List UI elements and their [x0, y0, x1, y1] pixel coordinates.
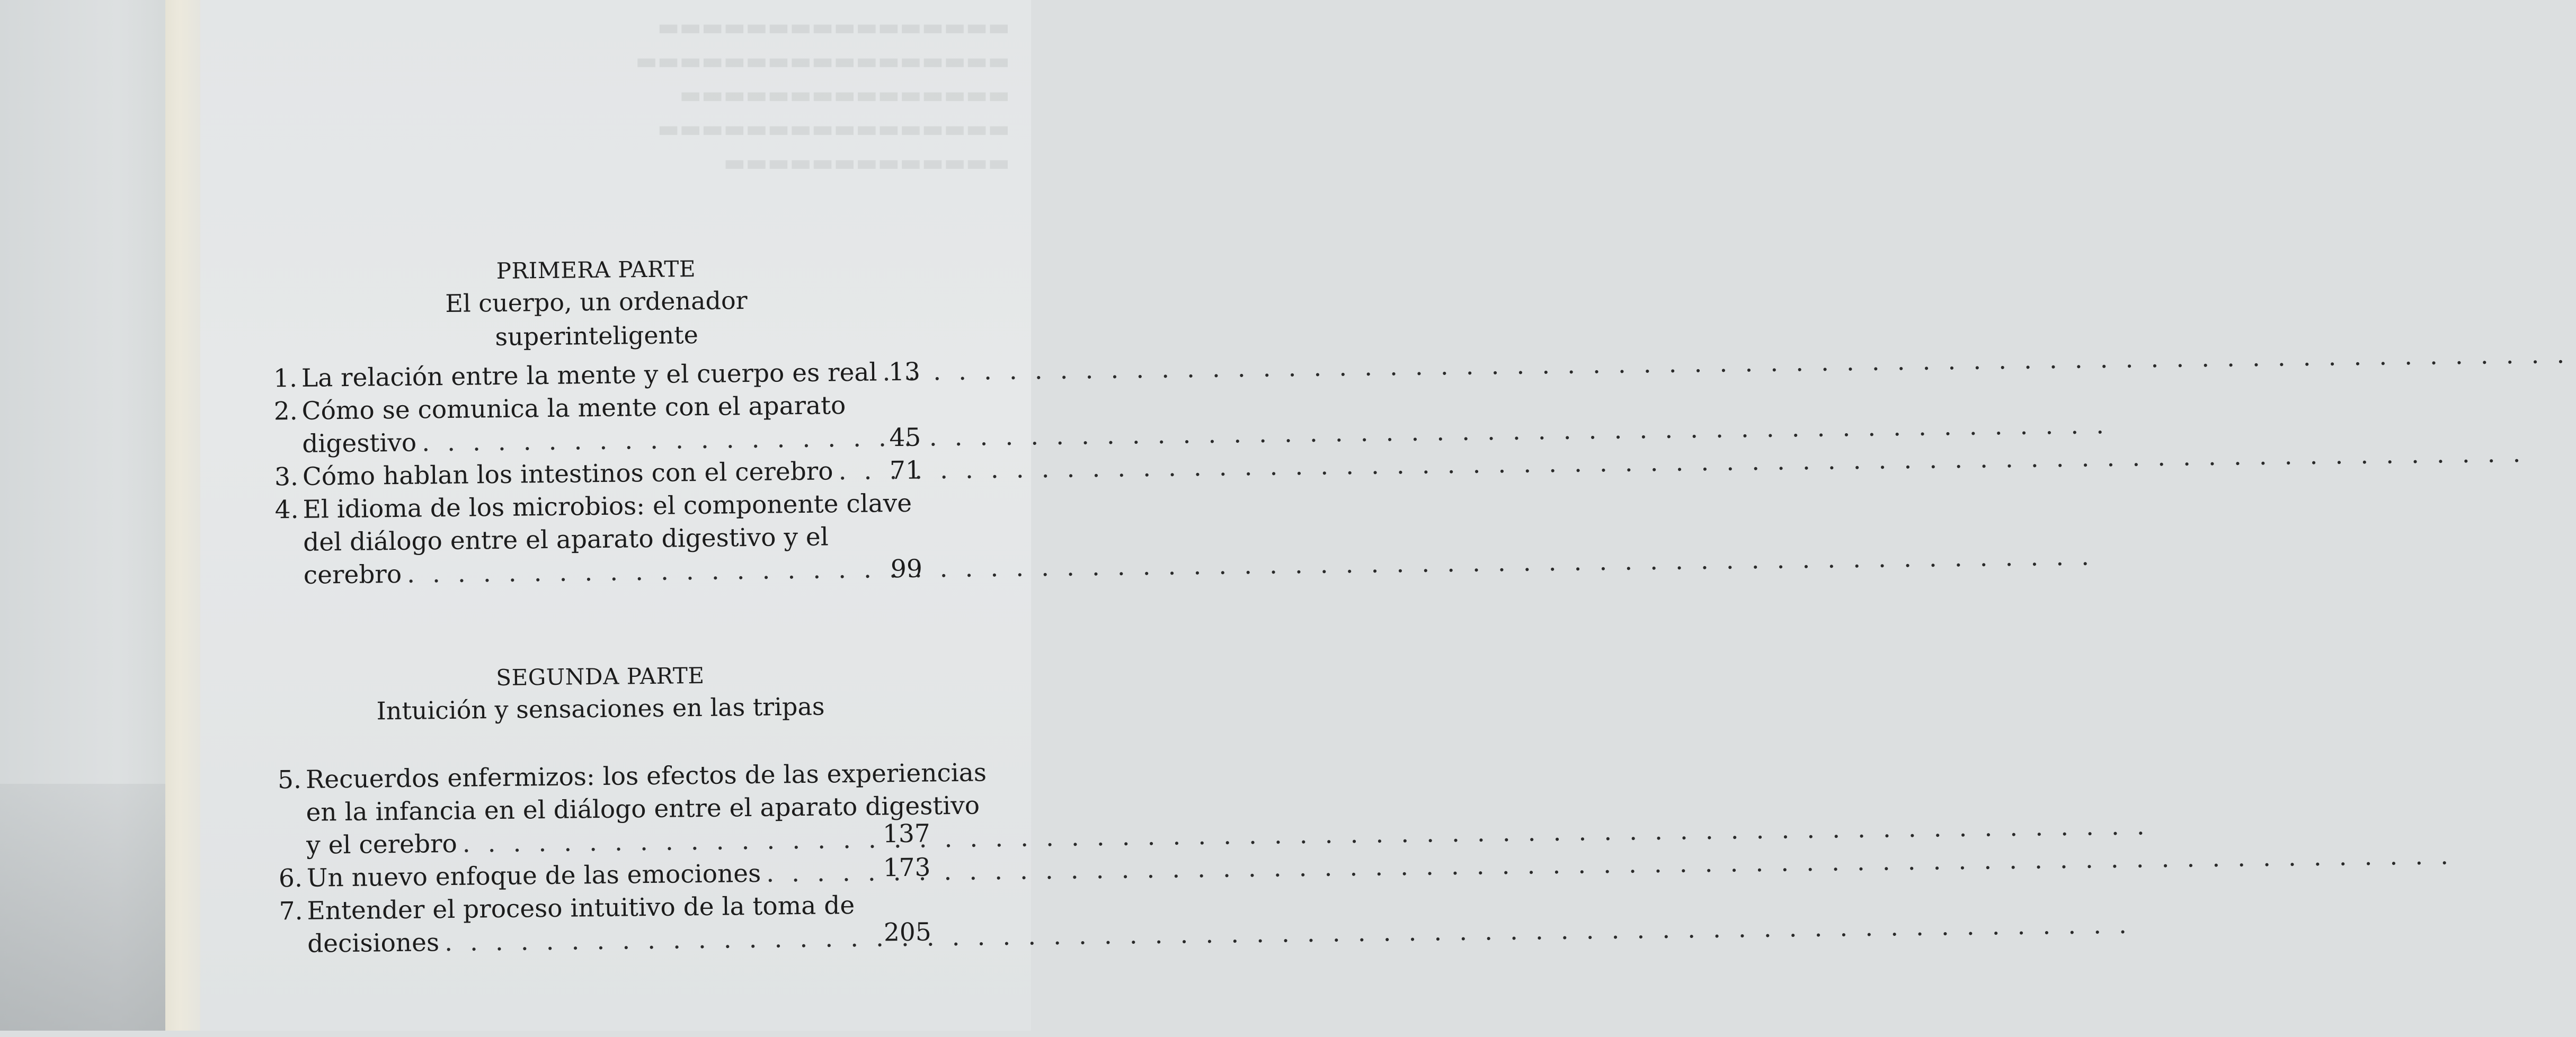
entry-title-line: y el cerebro [306, 829, 458, 860]
table-of-contents [0, 0, 1036, 1037]
entry-title-line: cerebro [303, 559, 402, 590]
part-heading-2 [362, 659, 839, 728]
entry-title-line: La relación entre la mente y el cuerpo es real [301, 357, 877, 393]
entry-title-line: Cómo se comunica la mente con el aparato [301, 391, 846, 426]
entry-page-number: 137 [882, 819, 931, 849]
toc-entry-5 [268, 757, 987, 860]
toc-entry-1 [263, 356, 921, 394]
part-heading-1 [358, 253, 836, 355]
entry-title-line: Un nuevo enfoque de las emociones [306, 859, 761, 893]
entry-title-line: Entender el proceso intuitivo de la toma de [307, 890, 855, 926]
entry-title-line: digestivo [301, 428, 417, 459]
entry-title [301, 356, 877, 395]
entry-title [307, 856, 869, 895]
entry-page-number: 13 [888, 357, 921, 387]
entry-title [303, 455, 865, 494]
part-title: Intuición y sensaciones en las tripas [376, 692, 825, 726]
entry-number: 6. [278, 863, 303, 893]
entry-title-line: decisiones [307, 928, 440, 959]
entry-title-line: Recuerdos enfermizos: los efectos de las experiencias [305, 758, 987, 794]
entry-number: 3. [274, 462, 299, 492]
entry-title [301, 389, 864, 461]
entry-title-line: del diálogo entre el aparato digestivo y el [303, 522, 829, 557]
entry-title-line: en la infancia en el diálogo entre el aparato digestivo [306, 791, 980, 827]
entry-number: 4. [274, 495, 299, 525]
entry-number: 7. [279, 896, 303, 926]
entry-page-number: 205 [883, 917, 931, 947]
entry-page-number: 45 [889, 423, 921, 453]
entry-number: 2. [273, 396, 298, 426]
part-title: El cuerpo, un ordenador superinteligente [445, 286, 748, 352]
entry-page-number: 99 [890, 554, 923, 584]
entry-number: 1. [273, 363, 298, 394]
part-label: SEGUNDA PARTE [496, 662, 705, 691]
entry-title [307, 889, 869, 961]
entry-page-number: 71 [889, 455, 922, 486]
entry-title-line: El idioma de los microbios: el componente clave [303, 488, 912, 524]
part-label: PRIMERA PARTE [496, 256, 696, 284]
show-through-texture: ▬▬▬▬▬▬▬▬▬▬▬▬▬▬▬▬ ▬▬▬▬▬▬▬▬▬▬▬▬▬▬▬▬▬ ▬▬▬▬▬▬▬▬▬▬▬▬▬▬▬ ▬▬▬▬▬▬▬▬▬▬▬▬▬▬▬▬ ▬▬▬▬▬▬▬▬▬▬▬▬▬ [635, 14, 1010, 176]
entry-title-line: Cómo hablan los intestinos con el cerebro [302, 457, 833, 491]
entry-page-number: 173 [883, 853, 931, 883]
dot-leader [877, 338, 2569, 389]
entry-number: 5. [277, 765, 302, 795]
